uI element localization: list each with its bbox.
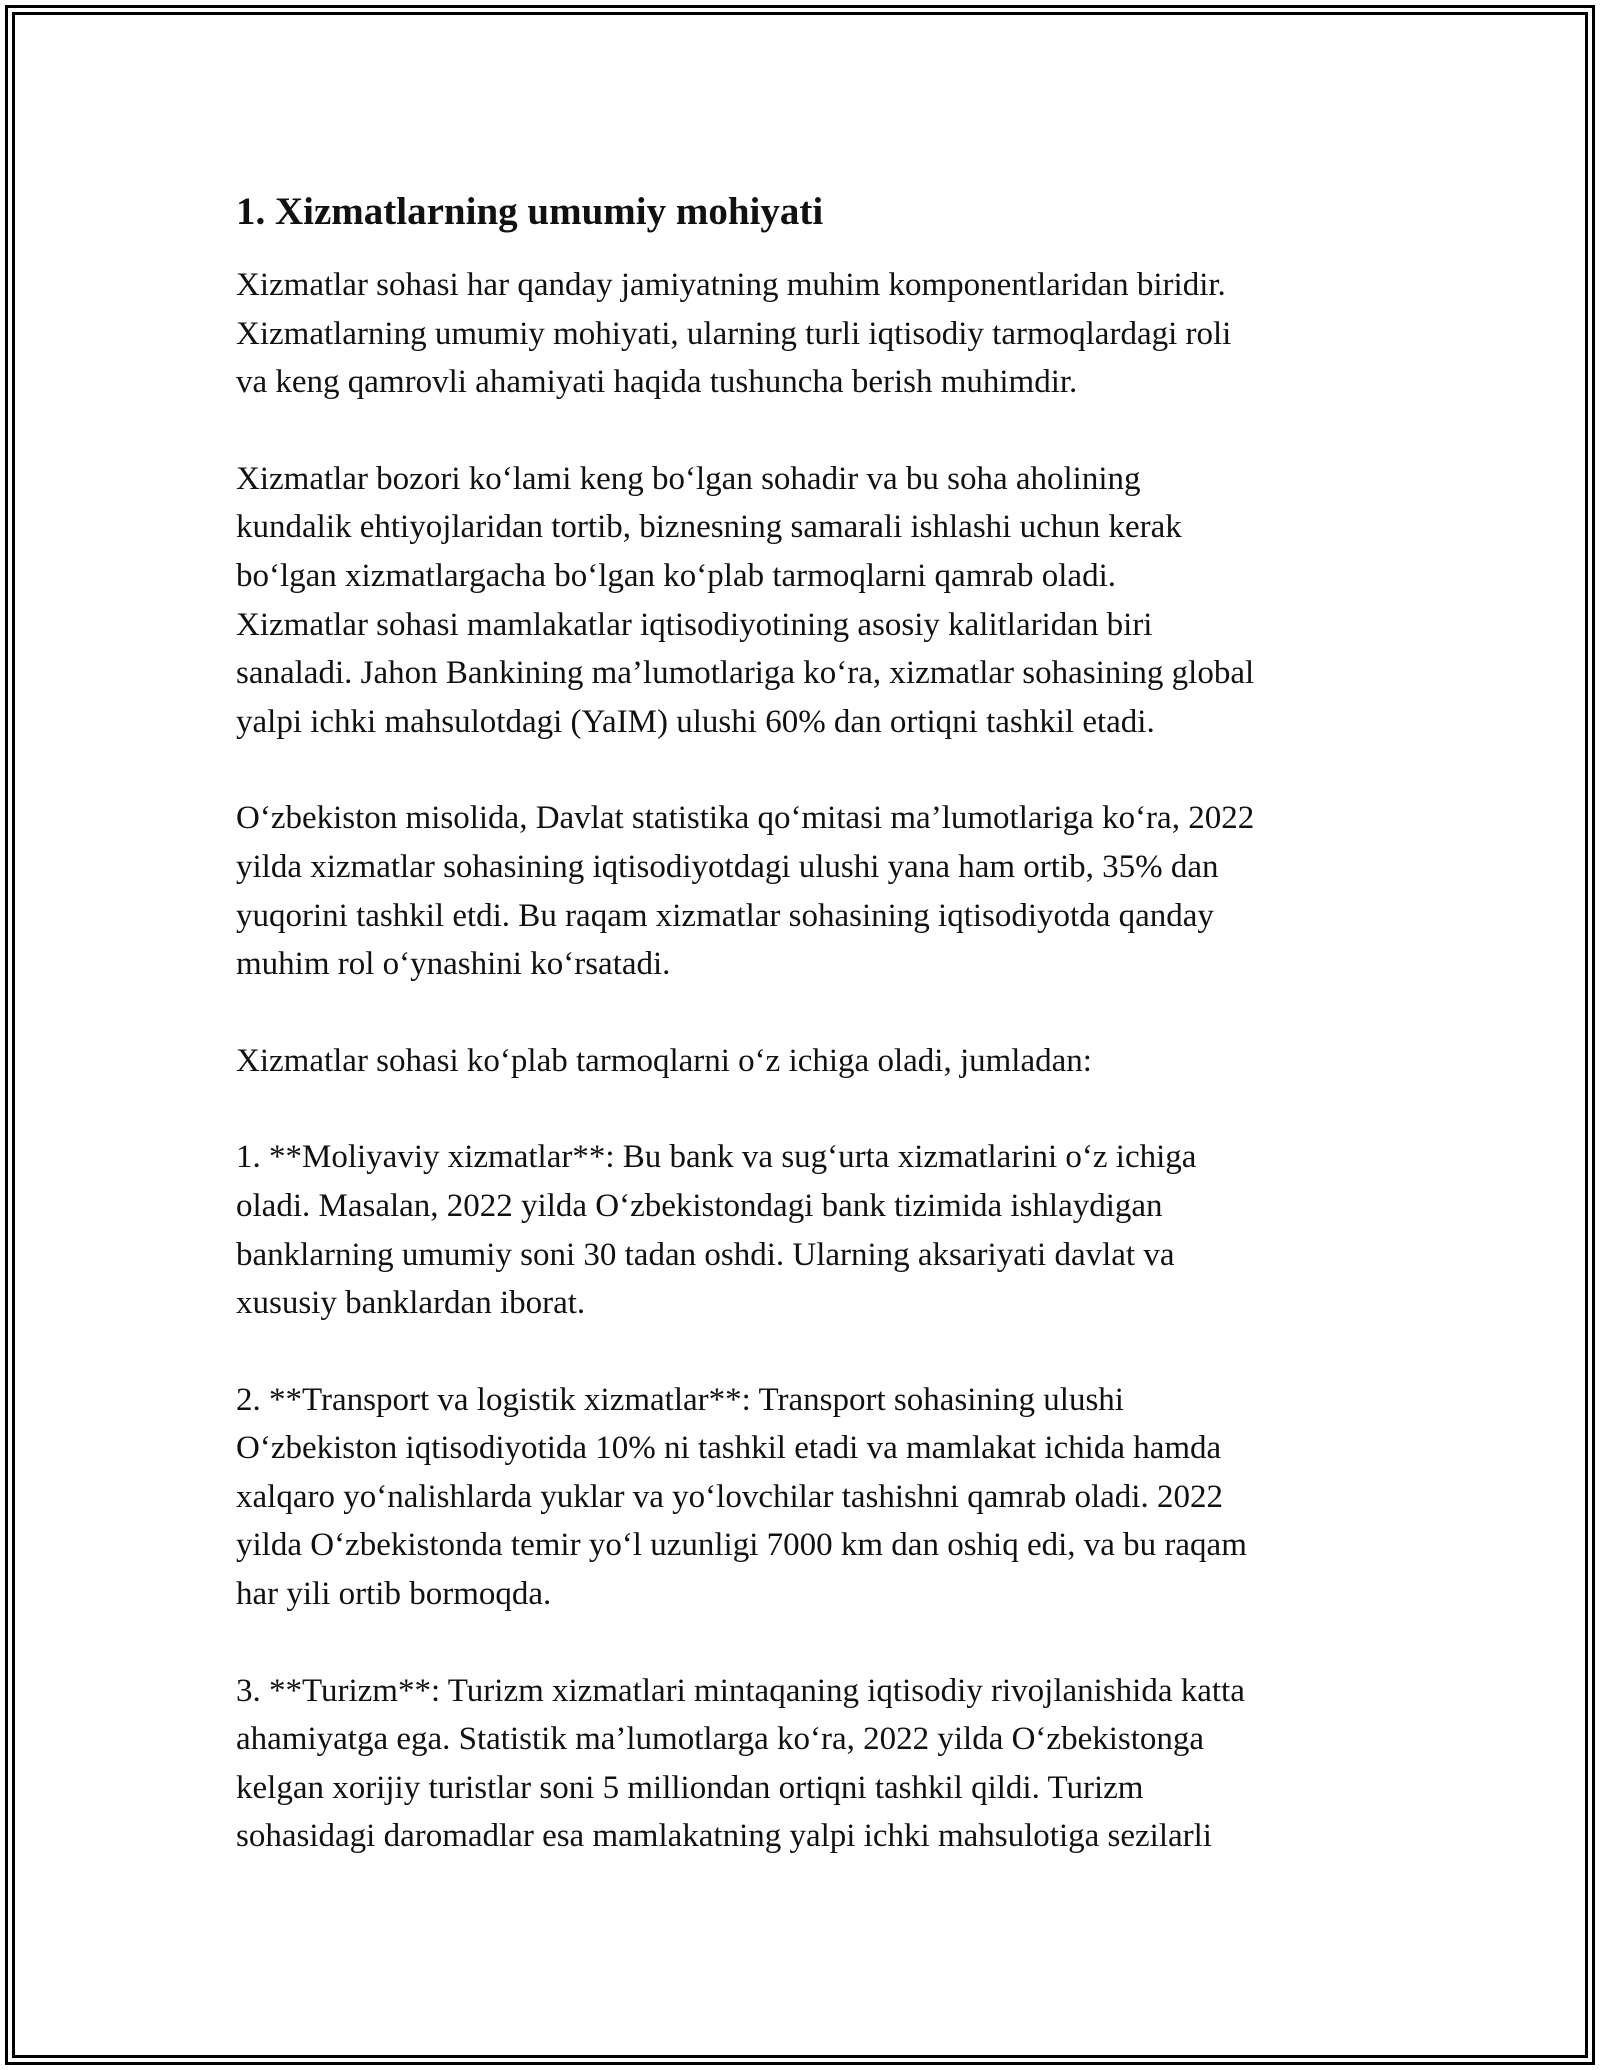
text-line: yilda O‘zbekistonda temir yo‘l uzunligi 7000 km dan oshiq edi, va bu raqam <box>236 1527 1247 1564</box>
text-line: Xizmatlar sohasi ko‘plab tarmoqlarni o‘z ichiga oladi, jumladan: <box>236 1042 1092 1079</box>
list-item-financial-services <box>236 1133 1376 1327</box>
text-line: oladi. Masalan, 2022 yilda O‘zbekistondagi bank tizimida ishlaydigan <box>236 1187 1163 1224</box>
text-line: sanaladi. Jahon Bankining ma’lumotlariga ko‘ra, xizmatlar sohasining global <box>236 655 1255 692</box>
text-line: xalqaro yo‘nalishlarda yuklar va yo‘lovchilar tashishni qamrab oladi. 2022 <box>236 1478 1223 1515</box>
document-body <box>236 186 1376 1909</box>
paragraph-intro <box>236 261 1376 407</box>
text-line: har yili ortib bormoqda. <box>236 1576 552 1613</box>
section-heading: 1. Xizmatlarning umumiy mohiyati <box>236 190 824 233</box>
text-line: yuqorini tashkil etdi. Bu raqam xizmatlar sohasining iqtisodiyotda qanday <box>236 897 1214 934</box>
text-line: 1. **Moliyaviy xizmatlar**: Bu bank va sug‘urta xizmatlarini o‘z ichiga <box>236 1139 1197 1176</box>
text-line: kelgan xorijiy turistlar soni 5 milliondan ortiqni tashkil qildi. Turizm <box>236 1769 1144 1806</box>
text-line: 2. **Transport va logistik xizmatlar**: Transport sohasining ulushi <box>236 1381 1124 1418</box>
paragraph-list-intro <box>236 1037 1376 1086</box>
text-line: O‘zbekiston misolida, Davlat statistika qo‘mitasi ma’lumotlariga ko‘ra, 2022 <box>236 800 1255 837</box>
text-line: Xizmatlarning umumiy mohiyati, ularning turli iqtisodiy tarmoqlardagi roli <box>236 315 1232 352</box>
text-line: Xizmatlar bozori ko‘lami keng bo‘lgan sohadir va bu soha aholining <box>236 460 1141 497</box>
text-line: kundalik ehtiyojlaridan tortib, biznesning samarali ishlashi uchun kerak <box>236 509 1182 546</box>
text-line: 3. **Turizm**: Turizm xizmatlari mintaqaning iqtisodiy rivojlanishida katta <box>236 1672 1245 1709</box>
text-line: va keng qamrovli ahamiyati haqida tushuncha berish muhimdir. <box>236 364 1078 401</box>
text-line: ahamiyatga ega. Statistik ma’lumotlarga ko‘ra, 2022 yilda O‘zbekistonga <box>236 1721 1205 1758</box>
text-line: banklarning umumiy soni 30 tadan oshdi. Ularning aksariyati davlat va <box>236 1236 1175 1273</box>
text-line: xususiy banklardan iborat. <box>236 1285 586 1322</box>
list-item-transport-logistics <box>236 1376 1376 1619</box>
text-line: Xizmatlar sohasi har qanday jamiyatning muhim komponentlaridan biridir. <box>236 267 1226 303</box>
text-line: muhim rol o‘ynashini ko‘rsatadi. <box>236 946 671 983</box>
text-line: bo‘lgan xizmatlargacha bo‘lgan ko‘plab tarmoqlarni qamrab oladi. <box>236 557 1116 594</box>
paragraph-uzbekistan-example <box>236 794 1376 988</box>
text-line: yilda xizmatlar sohasining iqtisodiyotdagi ulushi yana ham ortib, 35% dan <box>236 848 1219 885</box>
text-line: Xizmatlar sohasi mamlakatlar iqtisodiyotining asosiy kalitlaridan biri <box>236 606 1153 643</box>
text-line: sohasidagi daromadlar esa mamlakatning yalpi ichki mahsulotiga sezilarli <box>236 1818 1212 1855</box>
list-item-tourism <box>236 1667 1376 1861</box>
paragraph-market-scope <box>236 455 1376 747</box>
text-line: O‘zbekiston iqtisodiyotida 10% ni tashkil etadi va mamlakat ichida hamda <box>236 1430 1222 1467</box>
text-line: yalpi ichki mahsulotdagi (YaIM) ulushi 60% dan ortiqni tashkil etadi. <box>236 703 1155 740</box>
